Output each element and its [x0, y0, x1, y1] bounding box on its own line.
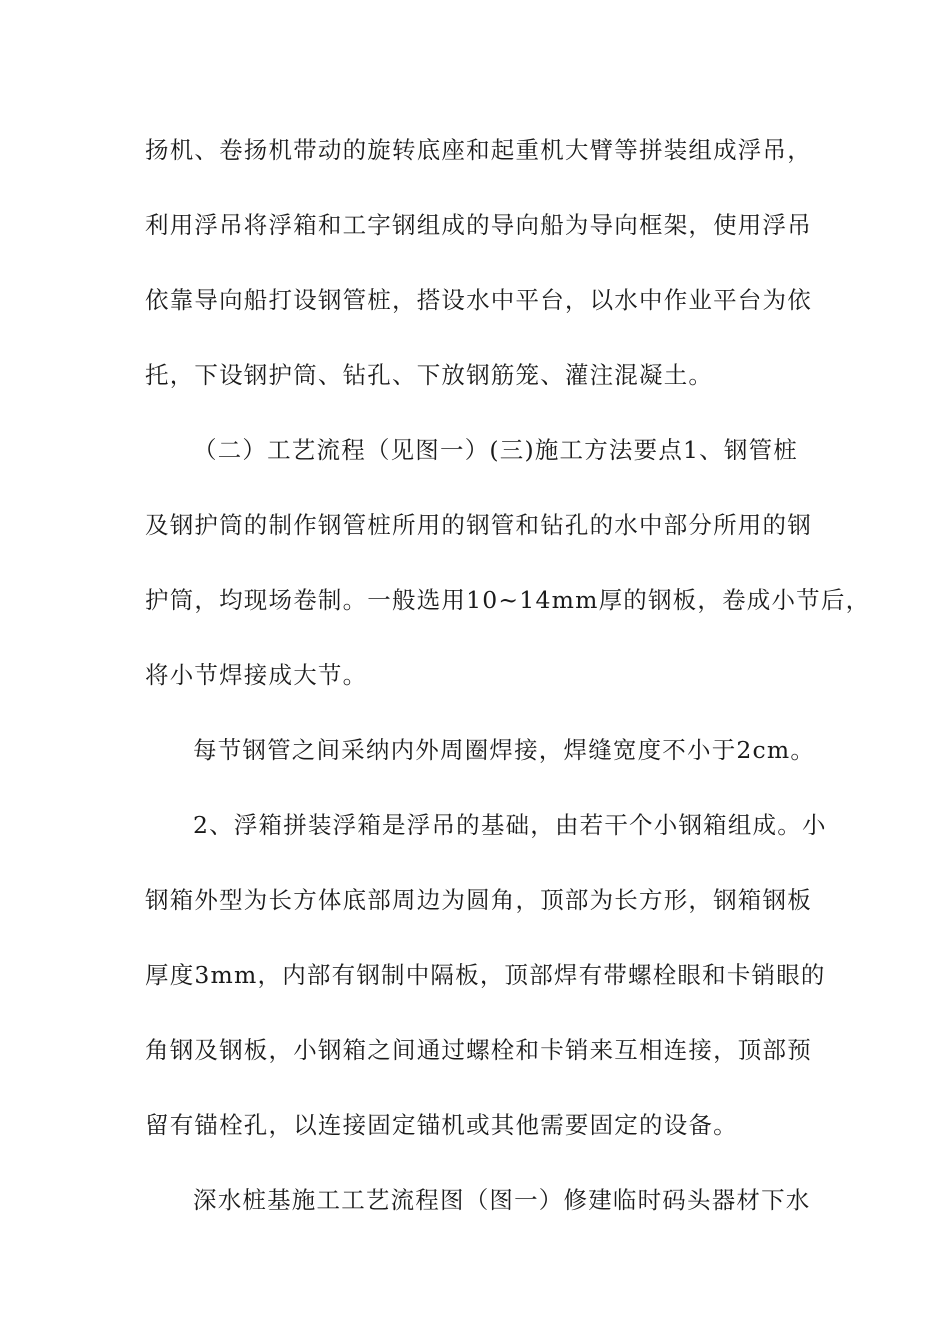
text-line: 扬机、卷扬机带动的旋转底座和起重机大臂等拼装组成浮吊， — [145, 136, 812, 164]
text-line: 护筒，均现场卷制。一般选用10~14mm厚的钢板，卷成小节后， — [145, 586, 871, 614]
text-line: 厚度3mm，内部有钢制中隔板，顶部焊有带螺栓眼和卡销眼的 — [145, 961, 826, 989]
text-line: 2、浮箱拼装浮箱是浮吊的基础，由若干个小钢箱组成。小 — [193, 811, 827, 839]
text-line: 将小节焊接成大节。 — [145, 661, 368, 689]
text-line: 及钢护筒的制作钢管桩所用的钢管和钻孔的水中部分所用的钢 — [145, 511, 812, 539]
text-line: 留有锚栓孔，以连接固定锚机或其他需要固定的设备。 — [145, 1111, 738, 1139]
text-line: 利用浮吊将浮箱和工字钢组成的导向船为导向框架，使用浮吊 — [145, 211, 812, 239]
text-line: 深水桩基施工工艺流程图（图一）修建临时码头器材下水 — [193, 1186, 811, 1214]
text-line: 角钢及钢板，小钢箱之间通过螺栓和卡销来互相连接，顶部预 — [145, 1036, 812, 1064]
text-line: 钢箱外型为长方体底部周边为圆角，顶部为长方形，钢箱钢板 — [145, 886, 812, 914]
text-line: 每节钢管之间采纳内外周圈焊接，焊缝宽度不小于2cm。 — [193, 736, 816, 764]
text-line: （二）工艺流程（见图一）(三)施工方法要点1、钢管桩 — [193, 436, 798, 464]
text-line: 托，下设钢护筒、钻孔、下放钢筋笼、灌注混凝土。 — [145, 361, 714, 389]
text-line: 依靠导向船打设钢管桩，搭设水中平台，以水中作业平台为依 — [145, 286, 812, 314]
